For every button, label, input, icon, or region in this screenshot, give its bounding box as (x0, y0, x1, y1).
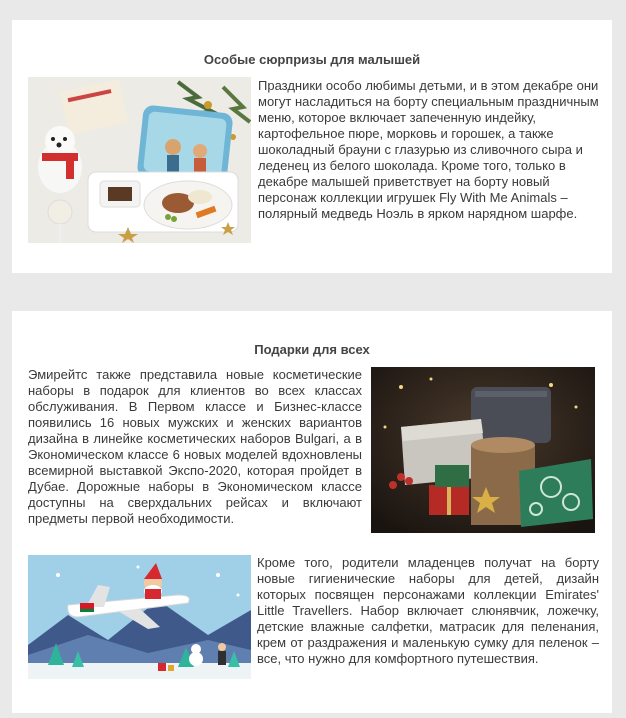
amenity-kits-photo-icon (371, 367, 595, 533)
infants-paragraph: Кроме того, родители младенцев получат на борту новые гигиенические наборы для детей, дизайн которых посвящен персонажами коллекции Emirates' Little Travellers. Набор включает слюнявчик, ложечку, детские влажные салфетки, матрасик для пеленания, крем от раздражения и маленькую сумку для пеленок – все, что нужно для комфортного путешествия. (257, 555, 599, 666)
kids-meal-photo-icon (28, 77, 251, 243)
section-title-gifts: Подарки для всех (254, 342, 370, 357)
gifts-card (12, 311, 612, 713)
santa-plane-illustration-icon (28, 555, 251, 679)
kids-paragraph: Праздники особо любимы детьми, и в этом декабре они могут насладиться на борту специальным праздничным меню, которое включает запеченную индейку, картофельное пюре, морковь и горошек, а также шоколадный брауни с глазурью из сливочного сыра и леденец из белого шоколада. Кроме того, только в декабре малышей приветствует на борту новый персонаж коллекции игрушек Fly With Me Animals – полярный медведь Ноэль в ярком нарядном шарфе. (258, 78, 599, 221)
section-title-kids: Особые сюрпризы для малышей (203, 52, 421, 67)
kids-surprises-card (12, 20, 612, 273)
amenities-paragraph: Эмирейтс также представила новые косметические наборы в подарок для клиентов во всех классах обслуживания. В Первом классе и Бизнес-классе появились 16 новых мужских и женских вариантов дизайна в линейке косметических наборов Bulgari, а в Экономическом классе 6 новых моделей вдохновлены всемирной выставкой Экспо-2020, которая пройдет в Дубае. Дорожные наборы в Экономическом классе доступны на сверхдальних рейсах и включают предметы первой необходимости. (28, 367, 362, 526)
